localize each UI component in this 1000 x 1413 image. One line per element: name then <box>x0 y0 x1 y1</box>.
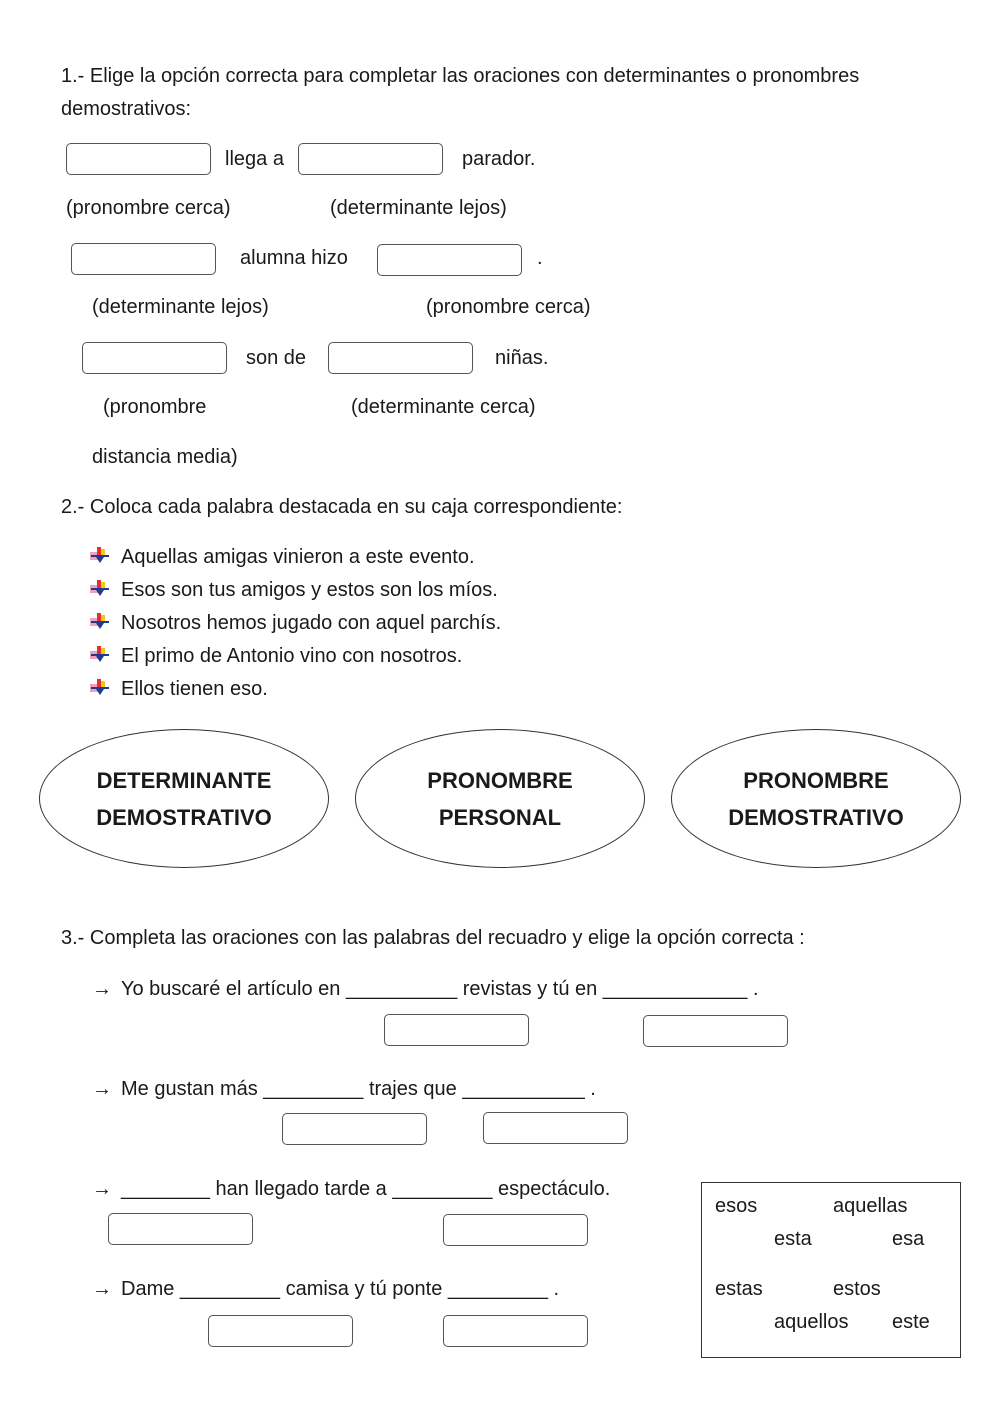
answer-input-s3-2b[interactable] <box>483 1112 628 1144</box>
section3-title: 3.- Completa las oraciones con las palabras del recuadro y elige la opción correcta : <box>61 927 805 949</box>
answer-input-s3-1a[interactable] <box>384 1014 529 1046</box>
arrow-icon: → <box>92 1278 112 1300</box>
row1-hint-b: (determinante lejos) <box>330 197 507 219</box>
arrow-icon: → <box>92 1078 112 1100</box>
arrow-bullet-icon <box>89 644 111 664</box>
section2-title: 2.- Coloca cada palabra destacada en su caja correspondiente: <box>61 496 623 518</box>
row2-text-a: alumna hizo <box>240 247 348 269</box>
row3-text-b: niñas. <box>495 347 549 369</box>
arrow-bullet-icon <box>89 578 111 598</box>
row3-hint-a-line1: (pronombre <box>103 396 207 418</box>
drop-zone-determinante-demostrativo[interactable] <box>39 729 329 868</box>
fill-sentence-3: ________ han llegado tarde a _________ espectáculo. <box>121 1178 611 1200</box>
drop-zone-pronombre-demostrativo[interactable] <box>671 729 961 868</box>
row2-hint-a: (determinante lejos) <box>92 296 269 318</box>
category-label-line2: PERSONAL <box>438 804 562 830</box>
row2-hint-b: (pronombre cerca) <box>426 296 591 318</box>
word-bank <box>701 1182 961 1358</box>
arrow-bullet-icon <box>89 677 111 697</box>
answer-input-2b[interactable] <box>377 244 522 276</box>
arrow-icon: → <box>92 1178 112 1200</box>
arrow-bullet-icon <box>89 545 111 565</box>
arrow-bullet-icon <box>89 611 111 631</box>
sentence-text: Nosotros hemos jugado con aquel parchís. <box>121 612 502 634</box>
category-label-line1: PRONOMBRE <box>427 767 573 793</box>
section1-title-line1: 1.- Elige la opción correcta para completar las oraciones con determinantes o pronombres <box>61 65 860 87</box>
answer-input-1b[interactable] <box>298 143 443 175</box>
word-bank-word: estos <box>833 1278 881 1300</box>
answer-input-s3-3b[interactable] <box>443 1214 588 1246</box>
answer-input-s3-4a[interactable] <box>208 1315 353 1347</box>
row3-text-a: son de <box>246 347 307 369</box>
answer-input-s3-1b[interactable] <box>643 1015 788 1047</box>
category-label-line1: DETERMINANTE <box>96 767 272 793</box>
row3-hint-b: (determinante cerca) <box>351 396 536 418</box>
word-bank-word: aquellos <box>774 1311 849 1333</box>
arrow-icon: → <box>92 978 112 1000</box>
word-bank-word: aquellas <box>833 1195 908 1217</box>
row1-hint-a: (pronombre cerca) <box>66 197 231 219</box>
word-bank-word: esta <box>774 1228 812 1250</box>
row1-text-b: parador. <box>462 148 536 170</box>
word-bank-word: esos <box>715 1195 758 1217</box>
category-label-line2: DEMOSTRATIVO <box>96 804 272 830</box>
answer-input-2a[interactable] <box>71 243 216 275</box>
fill-sentence-4: Dame _________ camisa y tú ponte _________ . <box>121 1278 560 1300</box>
answer-input-3b[interactable] <box>328 342 473 374</box>
category-label-line2: DEMOSTRATIVO <box>728 804 904 830</box>
answer-input-3a[interactable] <box>82 342 227 374</box>
fill-sentence-2: Me gustan más _________ trajes que ___________ . <box>121 1078 596 1100</box>
sentence-text: Esos son tus amigos y estos son los míos. <box>121 579 498 601</box>
sentence-text: El primo de Antonio vino con nosotros. <box>121 645 463 667</box>
drop-zone-pronombre-personal[interactable] <box>355 729 645 868</box>
answer-input-1a[interactable] <box>66 143 211 175</box>
word-bank-word: este <box>892 1311 930 1333</box>
answer-input-s3-2a[interactable] <box>282 1113 427 1145</box>
answer-input-s3-3a[interactable] <box>108 1213 253 1245</box>
word-bank-word: esa <box>892 1228 925 1250</box>
fill-sentence-1: Yo buscaré el artículo en __________ revistas y tú en _____________ . <box>121 978 759 1000</box>
answer-input-s3-4b[interactable] <box>443 1315 588 1347</box>
section1-title-line2: demostrativos: <box>61 98 192 120</box>
category-label-line1: PRONOMBRE <box>743 767 889 793</box>
sentence-text: Ellos tienen eso. <box>121 678 268 700</box>
row1-text-a: llega a <box>225 148 284 170</box>
row3-hint-a-line2: distancia media) <box>92 446 238 468</box>
row2-text-b: . <box>537 247 543 269</box>
sentence-text: Aquellas amigas vinieron a este evento. <box>121 546 475 568</box>
word-bank-word: estas <box>715 1278 763 1300</box>
